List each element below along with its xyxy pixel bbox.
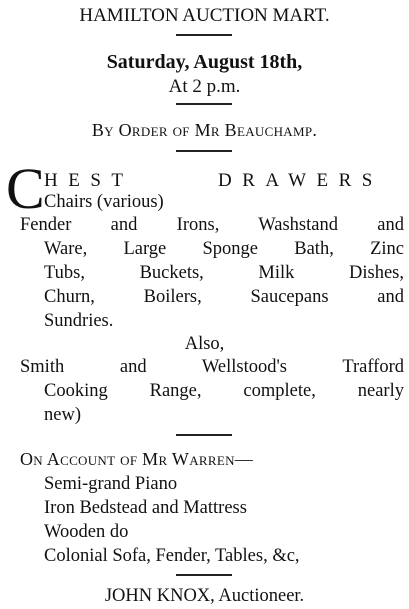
divider: [176, 434, 232, 436]
item-line: Ware, Large Sponge Bath, Zinc: [44, 239, 404, 259]
also-label: Also,: [184, 334, 225, 354]
headline-chest: HEST: [44, 170, 134, 191]
item-line: Chairs (various): [44, 192, 164, 212]
drop-cap: C: [6, 156, 45, 221]
item-line: Tubs, Buckets, Milk Dishes,: [44, 263, 404, 283]
item-line: Churn, Boilers, Saucepans and: [44, 287, 404, 307]
item-line: Wooden do: [44, 522, 129, 542]
headline-drawers: DRAWERS: [218, 170, 383, 191]
sale-date: Saturday, August 18th,: [106, 51, 303, 73]
item-line: Colonial Sofa, Fender, Tables, &c,: [44, 546, 300, 566]
auctioneer-name: JOHN KNOX, Auctioneer.: [104, 586, 305, 606]
range-line: new): [44, 405, 81, 425]
account-heading: On Account of Mr Warren—: [20, 449, 254, 469]
item-line: Fender and Irons, Washstand and: [20, 215, 404, 235]
divider: [176, 574, 232, 576]
item-line: Iron Bedstead and Mattress: [44, 498, 247, 518]
range-line: Smith and Wellstood's Trafford: [20, 357, 404, 377]
item-line: Sundries.: [44, 311, 114, 331]
range-line: Cooking Range, complete, nearly: [44, 381, 404, 401]
item-line: Semi-grand Piano: [44, 474, 178, 494]
mart-title: HAMILTON AUCTION MART.: [79, 5, 330, 26]
divider: [176, 34, 232, 36]
sale-time: At 2 p.m.: [168, 76, 241, 97]
divider: [176, 150, 232, 152]
order-heading: By Order of Mr Beauchamp.: [91, 120, 318, 140]
divider: [176, 103, 232, 105]
